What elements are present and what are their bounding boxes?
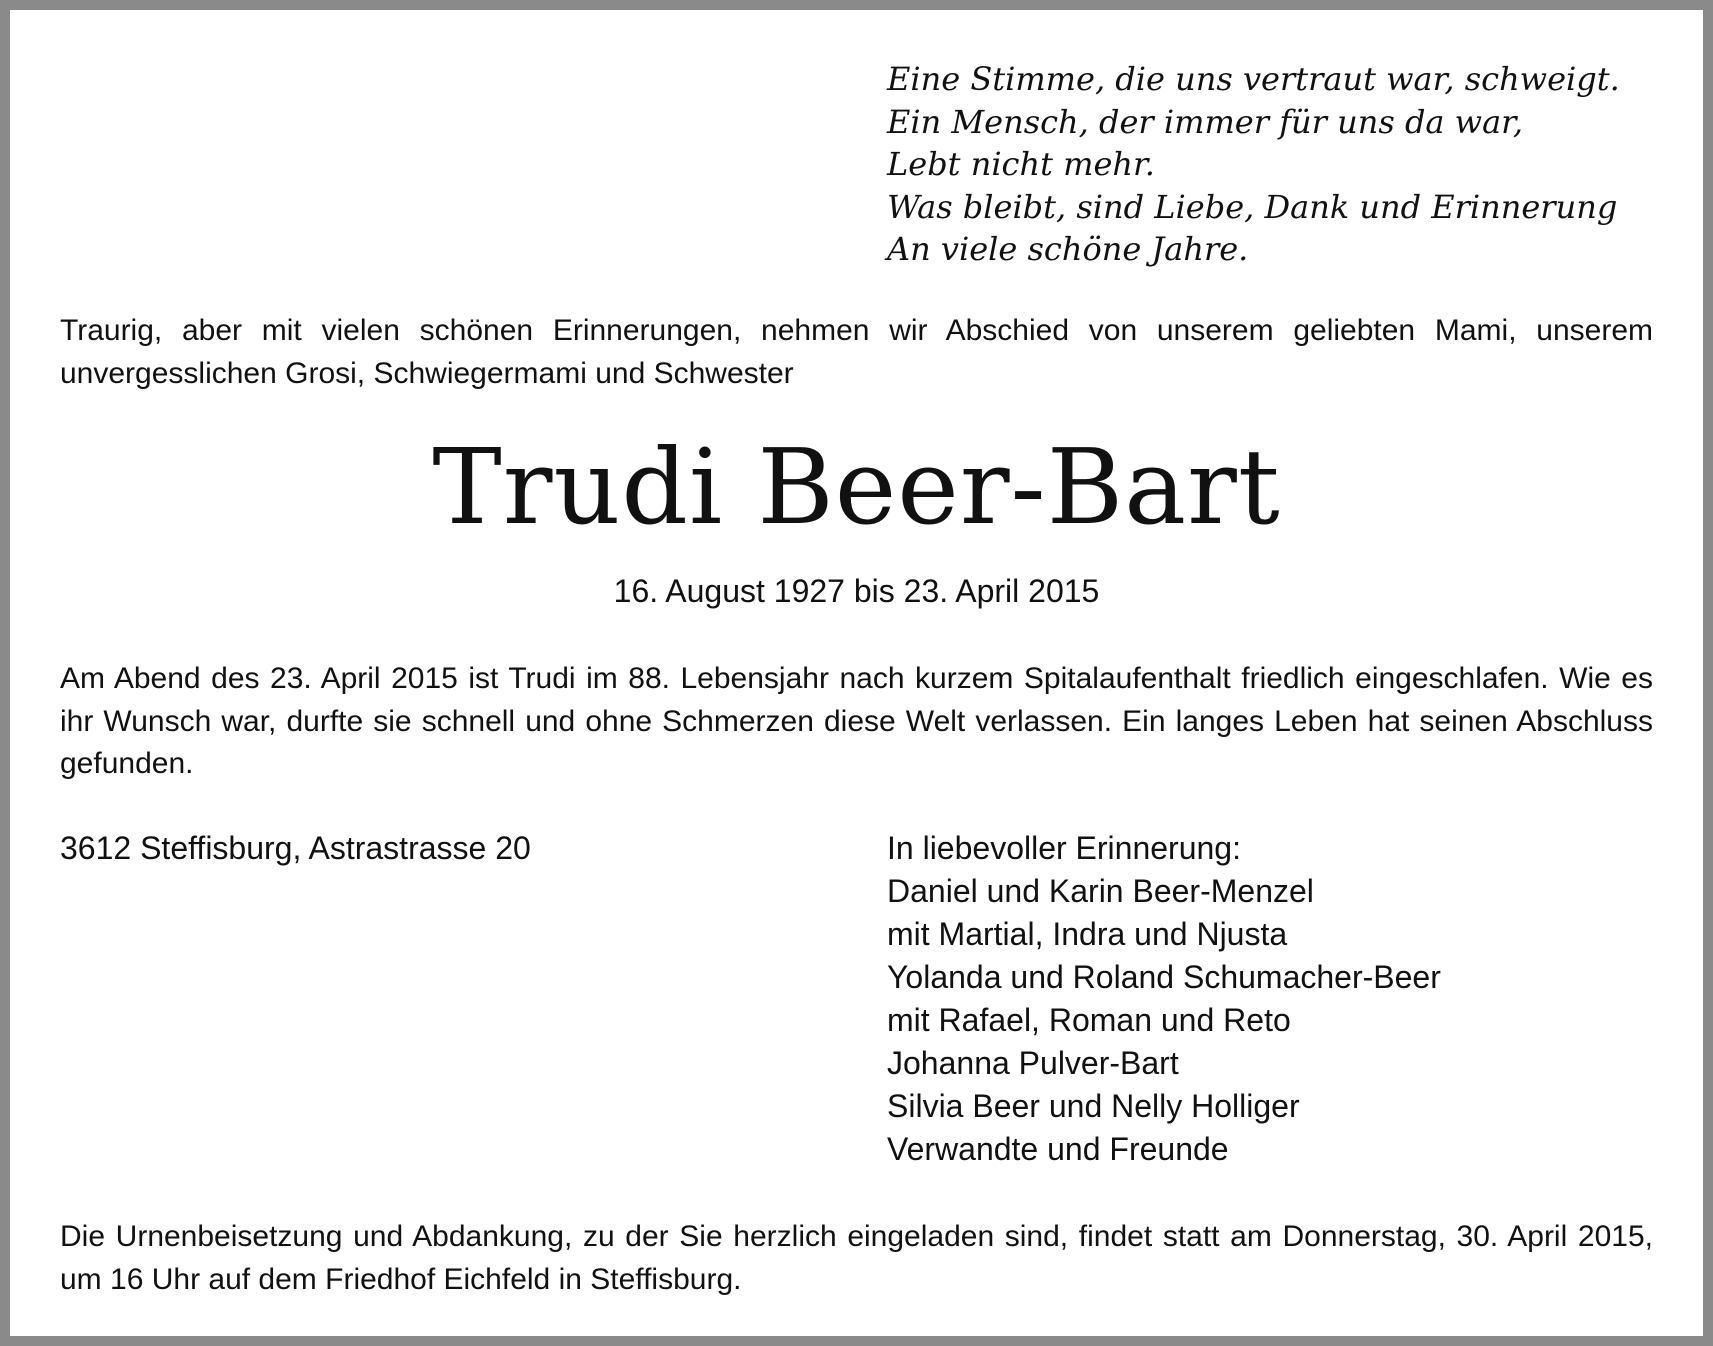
poem-line: Ein Mensch, der immer für uns da war,: [887, 102, 1524, 141]
life-dates: 16. August 1927 bis 23. April 2015: [613, 573, 1100, 609]
poem-line: An viele schöne Jahre.: [887, 230, 1249, 268]
mourner-line: mit Martial, Indra und Njusta: [887, 916, 1288, 952]
intro-text: Traurig, aber mit vielen schönen Erinnerungen, nehmen wir Abschied von unserem geliebten Mami, unserem unvergesslichen Grosi, Schwiegermami und Schwester: [60, 314, 1653, 390]
mourners-heading: In liebevoller Erinnerung:: [887, 830, 1241, 866]
poem-line: Was bleibt, sind Liebe, Dank und Erinnerung: [887, 187, 1618, 226]
mourner-line: Verwandte und Freunde: [887, 1131, 1229, 1167]
poem: [887, 58, 1620, 271]
mourner-line: Silvia Beer und Nelly Holliger: [887, 1088, 1300, 1124]
mourner-line: Johanna Pulver-Bart: [887, 1045, 1179, 1081]
mourner-line: Yolanda und Roland Schumacher-Beer: [887, 959, 1441, 995]
funeral-info: Die Urnenbeisetzung und Abdankung, zu der Sie herzlich eingeladen sind, findet statt am Donnerstag, 30. April 2015, um 16 Uhr auf dem Friedhof Eichfeld in Steffisburg.: [60, 1220, 1653, 1296]
mourner-line: mit Rafael, Roman und Reto: [887, 1002, 1291, 1038]
mourners-list: [887, 827, 1441, 1171]
address: 3612 Steffisburg, Astrastrasse 20: [60, 830, 531, 866]
mourner-line: Daniel und Karin Beer-Menzel: [887, 873, 1314, 909]
story-text: Am Abend des 23. April 2015 ist Trudi im 88. Lebensjahr nach kurzem Spitalaufenthalt friedlich eingeschlafen. Wie es ihr Wunsch war, durfte sie schnell und ohne Schmerzen diese Welt verlassen. Ein langes Leben hat seinen Abschluss gefunden.: [60, 662, 1653, 780]
poem-line: Eine Stimme, die uns vertraut war, schweigt.: [887, 60, 1620, 98]
obituary-notice: [10, 10, 1703, 1336]
deceased-name: Trudi Beer-Bart: [432, 426, 1281, 548]
poem-line: Lebt nicht mehr.: [887, 145, 1155, 183]
